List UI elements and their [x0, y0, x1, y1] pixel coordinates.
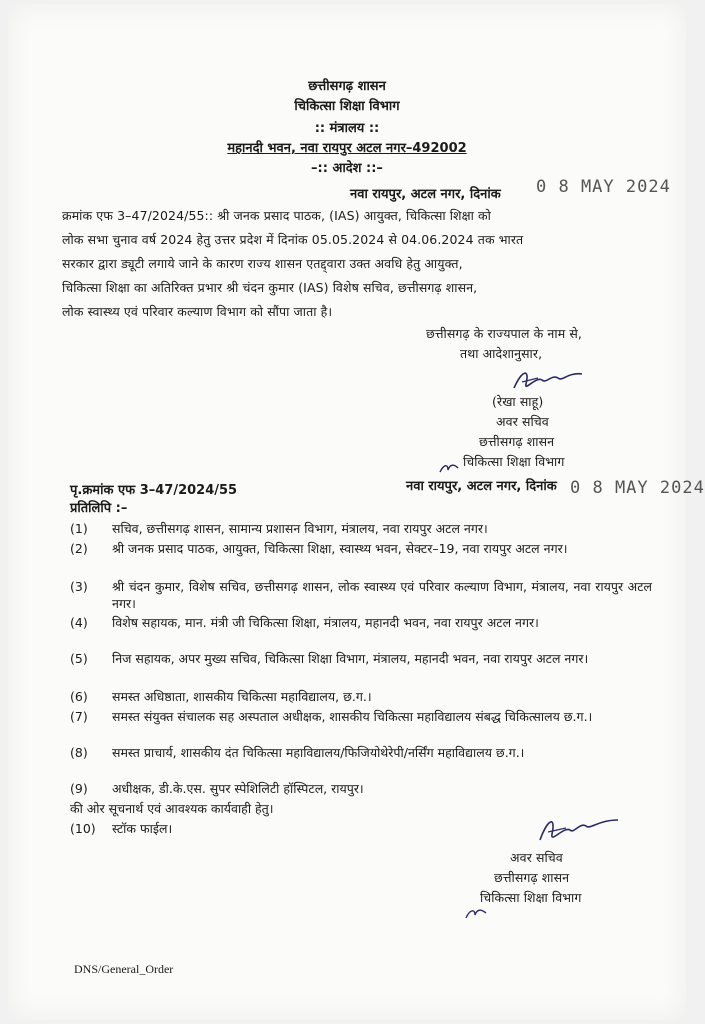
order-line-3: सरकार द्वारा ड्यूटी लगाये जाने के कारण राज्य शासन एतद्द्वारा उक्त अवधि हेतु आयुक्त,: [62, 256, 463, 271]
list-item-number: (10): [70, 821, 96, 836]
list-item-text: स्टॉक फाईल।: [112, 821, 173, 836]
signatory2-dept: चिकित्सा शिक्षा विभाग: [480, 890, 582, 905]
list-item-text: निज सहायक, अपर मुख्य सचिव, चिकित्सा शिक्षा विभाग, मंत्रालय, महानदी भवन, नवा रायपुर अटल नगर।: [112, 651, 589, 666]
date-stamp: 0 8 MAY 2024: [536, 177, 671, 197]
list-item: [70, 578, 652, 612]
copy-label: प्रतिलिपि :–: [70, 501, 128, 516]
signatory-designation: अवर सचिव: [496, 414, 549, 429]
list-item-number: (9): [70, 781, 88, 796]
purpose-line: की ओर सूचनार्थ एवं आवश्यक कार्यवाही हेतु।: [70, 801, 274, 816]
endorsement-date-stamp: 0 8 MAY 2024: [570, 478, 705, 498]
list-item-text: श्री जनक प्रसाद पाठक, आयुक्त, चिकित्सा शिक्षा, स्वास्थ्य भवन, सेक्टर–19, नवा रायपुर अटल नगर।: [112, 541, 568, 556]
header-govt: छत्तीसगढ़ शासन: [308, 79, 386, 94]
header-dept: चिकित्सा शिक्षा विभाग: [294, 99, 400, 114]
list-item-text: समस्त अधिष्ठाता, शासकीय चिकित्सा महाविद्यालय, छ.ग.।: [112, 689, 372, 704]
order-line-2: लोक सभा चुनाव वर्ष 2024 हेतु उत्तर प्रदेश में दिनांक 05.05.2024 से 04.06.2024 तक भारत: [62, 232, 524, 247]
order-line-1: क्रमांक एफ 3–47/2024/55:: श्री जनक प्रसाद पाठक, (IAS) आयुक्त, चिकित्सा शिक्षा को: [62, 208, 491, 223]
list-item-number: (6): [70, 689, 88, 704]
document-page: [8, 4, 705, 1020]
authority-line-1: छत्तीसगढ़ के राज्यपाल के नाम से,: [426, 326, 582, 341]
list-item: [70, 688, 652, 705]
list-item-text: विशेष सहायक, मान. मंत्री जी चिकित्सा शिक्षा, मंत्रालय, महानदी भवन, नवा रायपुर अटल नगर।: [112, 615, 539, 630]
header-order-title: –:: आदेश ::–: [311, 161, 383, 176]
signatory-name: (रेखा साहू): [492, 394, 544, 409]
order-line-4: चिकित्सा शिक्षा का अतिरिक्त प्रभार श्री चंदन कुमार (IAS) विशेष सचिव, छत्तीसगढ़ शासन,: [62, 280, 478, 295]
list-item: [70, 650, 652, 684]
header-address: महानदी भवन, नवा रायपुर अटल नगर–492002: [227, 141, 467, 156]
list-item: [70, 780, 652, 797]
list-item-number: (2): [70, 541, 88, 556]
signatory2-designation: अवर सचिव: [510, 850, 563, 865]
list-item-text: अधीक्षक, डी.के.एस. सुपर स्पेशिलिटी हॉस्पिटल, रायपुर।: [112, 781, 364, 796]
initials-mark: [438, 462, 460, 476]
list-item-number: (7): [70, 709, 88, 724]
order-line-5: लोक स्वास्थ्य एवं परिवार कल्याण विभाग को सौंपा जाता है।: [62, 304, 333, 319]
signatory-govt: छत्तीसगढ़ शासन: [479, 434, 555, 449]
footer-reference: DNS/General_Order: [74, 962, 174, 976]
list-item-number: (5): [70, 651, 88, 666]
list-item-number: (3): [70, 579, 88, 594]
list-item-text: श्री चंदन कुमार, विशेष सचिव, छत्तीसगढ़ शासन, लोक स्वास्थ्य एवं परिवार कल्याण विभाग, मंत्रालय, नवा रायपुर अटल नगर।: [112, 579, 652, 611]
list-item-number: (8): [70, 745, 88, 760]
endorsement-number: पृ.क्रमांक एफ 3–47/2024/55: [70, 483, 238, 498]
signatory-dept: चिकित्सा शिक्षा विभाग: [463, 454, 565, 469]
list-item: [70, 614, 652, 648]
list-item: [70, 540, 652, 574]
header-ministry: :: मंत्रालय ::: [314, 121, 380, 136]
endorsement-place-date: नवा रायपुर, अटल नगर, दिनांक: [406, 479, 557, 494]
authority-line-2: तथा आदेशानुसार,: [460, 346, 543, 361]
list-item-text: समस्त संयुक्त संचालक सह अस्पताल अधीक्षक, शासकीय चिकित्सा महाविद्यालय संबद्ध चिकित्सालय छ.ग.।: [112, 709, 593, 724]
list-item-number: (4): [70, 615, 88, 630]
signature-mark: [532, 812, 624, 848]
list-item-number: (1): [70, 521, 88, 536]
order-place-date: नवा रायपुर, अटल नगर, दिनांक: [350, 187, 501, 202]
list-item: [70, 520, 652, 537]
list-item: [70, 744, 652, 778]
list-item: [70, 708, 652, 742]
list-item-text: सचिव, छत्तीसगढ़ शासन, सामान्य प्रशासन विभाग, मंत्रालय, नवा रायपुर अटल नगर।: [112, 521, 488, 536]
signatory2-govt: छत्तीसगढ़ शासन: [494, 870, 570, 885]
list-item-text: समस्त प्राचार्य, शासकीय दंत चिकित्सा महाविद्यालय/फिजियोथेरेपी/नर्सिंग महाविद्यालय छ.ग.।: [112, 745, 525, 760]
initials-mark: [464, 906, 488, 922]
